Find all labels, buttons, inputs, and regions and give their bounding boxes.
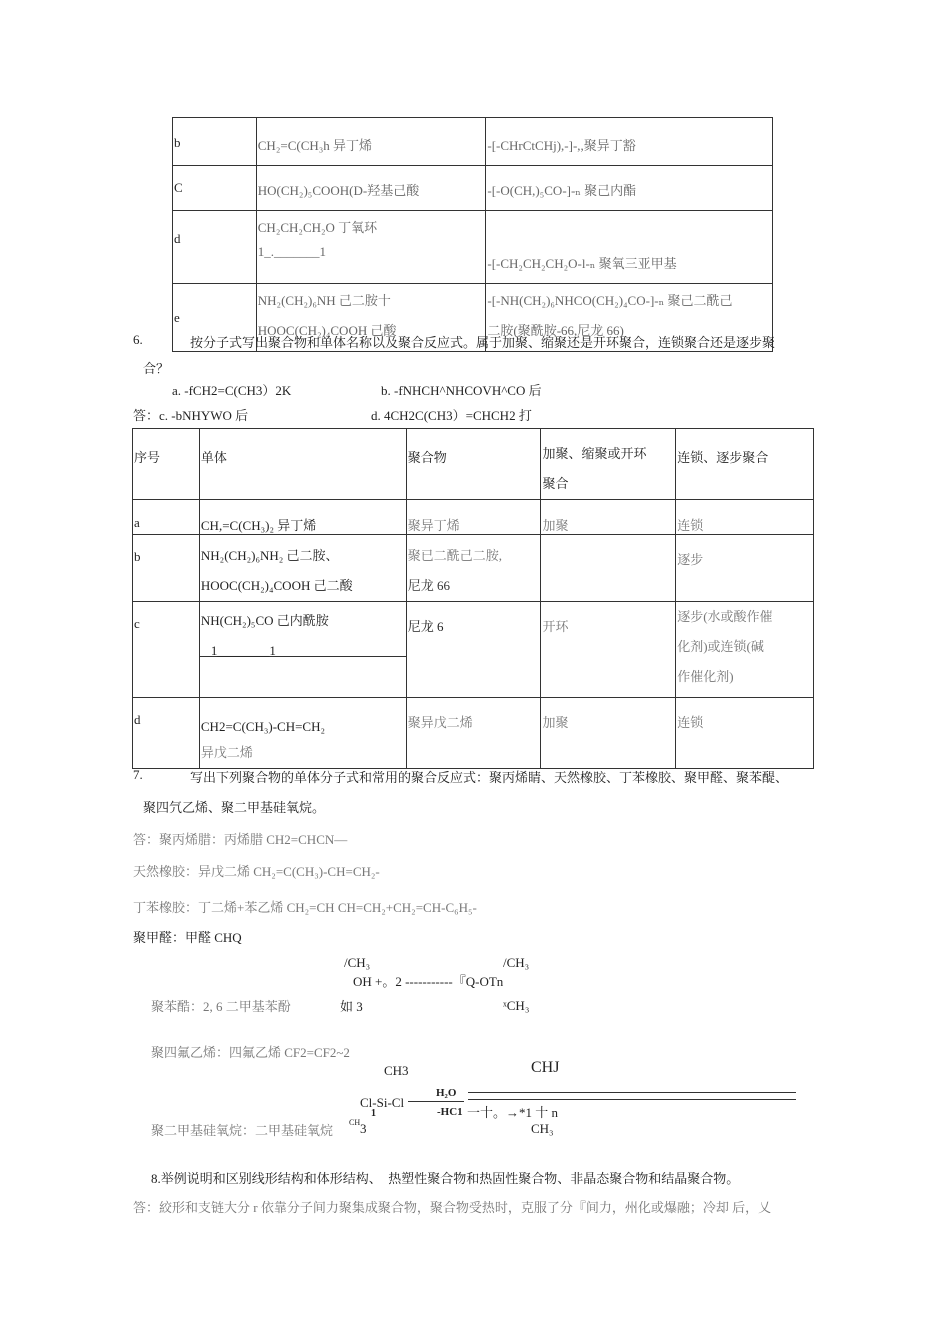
mechanism-cell: 连锁 [676, 698, 814, 769]
table-row [173, 118, 773, 166]
ppo-ch3-right: /CH₃ [503, 955, 530, 970]
pdms-ch3-small: CH [349, 1118, 361, 1127]
pdms-ch3-top: CH3 [384, 1063, 409, 1078]
ppo-ch3-left: /CH₃ [344, 955, 371, 970]
q7-text-2: 聚四氕乙烯、聚二甲基硅氧烷。 [143, 800, 326, 815]
pdms-bracket-line-1 [468, 1092, 796, 1093]
mechanism-text-3: 作催化剂) [677, 669, 734, 684]
monomer-cell [199, 500, 406, 535]
ptfe-answer: 聚四氟乙烯：四氟乙烯 CF2=CF2~2 [151, 1045, 350, 1060]
header-text: 加聚、缩聚或开环 [542, 446, 647, 461]
header-cell [541, 429, 676, 500]
row-id: b [133, 535, 200, 602]
q6-option-c: 答：c. -bNHYWO 后 [133, 408, 249, 423]
q6-option-d: d. 4CH2C(CH3）=CHCH2 打 [371, 408, 532, 423]
header-cell: 连锁、逐步聚合 [676, 429, 814, 500]
monomer-cell [256, 211, 486, 284]
monomer-block [200, 602, 406, 657]
q6-text: 按分子式写出聚合物和单体名称以及聚合反应式。属于加聚、缩聚还是开环聚合，连锁聚合还是逐步聚 [190, 335, 776, 350]
row-label: e [173, 284, 257, 352]
polymer-cell: 尼龙 6 [406, 602, 541, 698]
table-row [173, 211, 773, 284]
row-id: a [133, 500, 200, 535]
mechanism-cell [676, 602, 814, 698]
mechanism-cell: 连锁 [676, 500, 814, 535]
type-cell: 开环 [541, 602, 676, 698]
monomer-text: CH₂CH₂CH₂O 丁氧环 [257, 220, 378, 235]
header-cell: 序号 [133, 429, 200, 500]
header-text-2: 聚合 [542, 476, 569, 491]
monomer-text: CH2=C(CH₃)-CH=CH₂ [200, 719, 326, 734]
header-cell: 聚合物 [406, 429, 541, 500]
q7-text: 写出下列聚合物的单体分子式和常用的聚合反应式：聚丙烯睛、天然橡胶、丁苯橡胶、聚甲醛、聚苯醍、 [190, 770, 789, 785]
monomer-ring: 1_._______1 [257, 244, 327, 259]
q7-answer-1: 答：聚丙烯腊：丙烯腊 CH2=CHCN— [133, 832, 348, 847]
q7-number: 7. [133, 767, 143, 782]
monomer-cell [199, 535, 406, 602]
row-label: b [173, 118, 257, 166]
table-header-row [133, 429, 814, 500]
monomer-text: NH₂(CH₂)₆NH 己二胺十 [257, 293, 391, 308]
monomer-text-2: 异戊二烯 [200, 745, 253, 760]
polymer-cell: -[-CH₂CH₂CH₂O-l-ₙ 聚氧三亚甲基 [486, 211, 773, 284]
pdms-product: 一十。→*1 十 n [467, 1105, 559, 1120]
pdms-ch3-bottom: CH₃ [531, 1121, 554, 1136]
header-cell: 单体 [199, 429, 406, 500]
row-id: c [133, 602, 200, 698]
mechanism-text: 逐步(水或酸作催 [677, 609, 773, 624]
polymer-cell [406, 535, 541, 602]
ppo-label: 聚苯酷：2, 6 二甲基苯酚 [151, 999, 291, 1014]
pdms-bond: 1 [371, 1108, 376, 1119]
polymer-cell: 聚异丁烯 [406, 500, 541, 535]
table-row [133, 500, 814, 535]
monomer-cell: HO(CH₂)₅COOH(D-羟基己酸 [256, 166, 486, 211]
monomer-text: NH(CH₂)₅CO 己内酰胺 [200, 613, 329, 628]
polymer-cell: -[-O(CH,)₅CO-]-ₙ 聚己内酯 [486, 166, 773, 211]
polymer-text-2: 二胺(聚酰胺-66,尼龙 66) [487, 323, 624, 338]
mechanism-text-2: 化剂)或连锁(碱 [677, 639, 764, 654]
table-1 [172, 117, 776, 352]
polymer-text: -[-NH(CH₂)₆NHCO(CH₂)₄CO-]-ₙ 聚己二酰己 [487, 293, 733, 308]
polymer-text: 聚已二酰己二胺, [407, 548, 502, 563]
pdms-dichlorosilane: Cl-Si-Cl [360, 1095, 405, 1110]
q7-answer-4: 聚甲醛：甲醛 CHQ [133, 930, 242, 945]
row-id: d [133, 698, 200, 769]
q6-number: 6. [133, 332, 143, 347]
ppo-ch3-bottom: ˣCH₃ [503, 998, 530, 1013]
monomer-text-2: HOOC(CH₂)₄COOH 己酸 [257, 323, 397, 338]
pdms-reaction-arrow [408, 1101, 464, 1102]
pdms-ch3-three: 3 [360, 1121, 367, 1136]
monomer-text: NH₂(CH₂)₆NH₂ 己二胺、 [200, 548, 339, 563]
q6-text-2: 合？ [143, 361, 170, 376]
type-cell: 加聚 [541, 500, 676, 535]
monomer-ring: 1________1 [210, 643, 276, 658]
monomer-cell [199, 602, 406, 698]
q6-option-a: a. -fCH2=C(CH3）2K [172, 383, 292, 398]
monomer-text: CH,=C(CH₃)₂ 异丁烯 [200, 518, 317, 533]
q8-text: 8.举例说明和区别线形结构和体形结构、 热塑性聚合物和热固性聚合物、非晶态聚合物和结晶聚合物。 [151, 1171, 740, 1186]
table-row [133, 602, 814, 698]
polymer-text-2: 尼龙 66 [407, 578, 450, 593]
q6-option-b: b. -fNHCH^NHCOVH^CO 后 [381, 383, 542, 398]
pdms-label: 聚二甲基硅氧烷：二甲基硅氧烷 [151, 1123, 334, 1138]
mechanism-cell: 逐步 [676, 535, 814, 602]
pdms-chj: CHJ [531, 1059, 560, 1076]
monomer-cell: CH₂=C(CH₃h 异丁烯 [256, 118, 486, 166]
table-2 [132, 428, 814, 769]
pdms-h2o: H₂O [436, 1087, 457, 1099]
ppo-reaction: OH +。2 -----------『Q-OTn [353, 974, 504, 989]
pdms-bracket-line-2 [468, 1099, 796, 1100]
q7-answer-2: 天然橡胶：异戊二烯 CH₂=C(CH₃)-CH=CH₂- [133, 864, 380, 879]
type-cell: 加聚 [541, 698, 676, 769]
table-row [133, 698, 814, 769]
ppo-ru: 如 3 [340, 999, 363, 1014]
row-label: C [173, 166, 257, 211]
monomer-text-2: HOOC(CH₂)₄COOH 己二酸 [200, 578, 353, 593]
polymer-cell: 聚异戊二烯 [406, 698, 541, 769]
q8-answer: 答：絞形和支链大分 r 依靠分子间力聚集成聚合物，聚合物受热时，克服了分『间力，州化或爆融；冷却 后，乂 [133, 1200, 772, 1215]
q7-answer-3: 丁苯橡胶：丁二烯+苯乙烯 CH₂=CH CH=CH₂+CH₂=CH-C₆H₅- [133, 900, 477, 915]
table-row [133, 535, 814, 602]
row-label: d [173, 211, 257, 284]
table-row [173, 166, 773, 211]
pdms-hcl: -HC1 [437, 1106, 463, 1118]
polymer-cell: -[-CHrCtCHj),-]-,,聚异丁豁 [486, 118, 773, 166]
monomer-cell [199, 698, 406, 769]
type-cell [541, 535, 676, 602]
